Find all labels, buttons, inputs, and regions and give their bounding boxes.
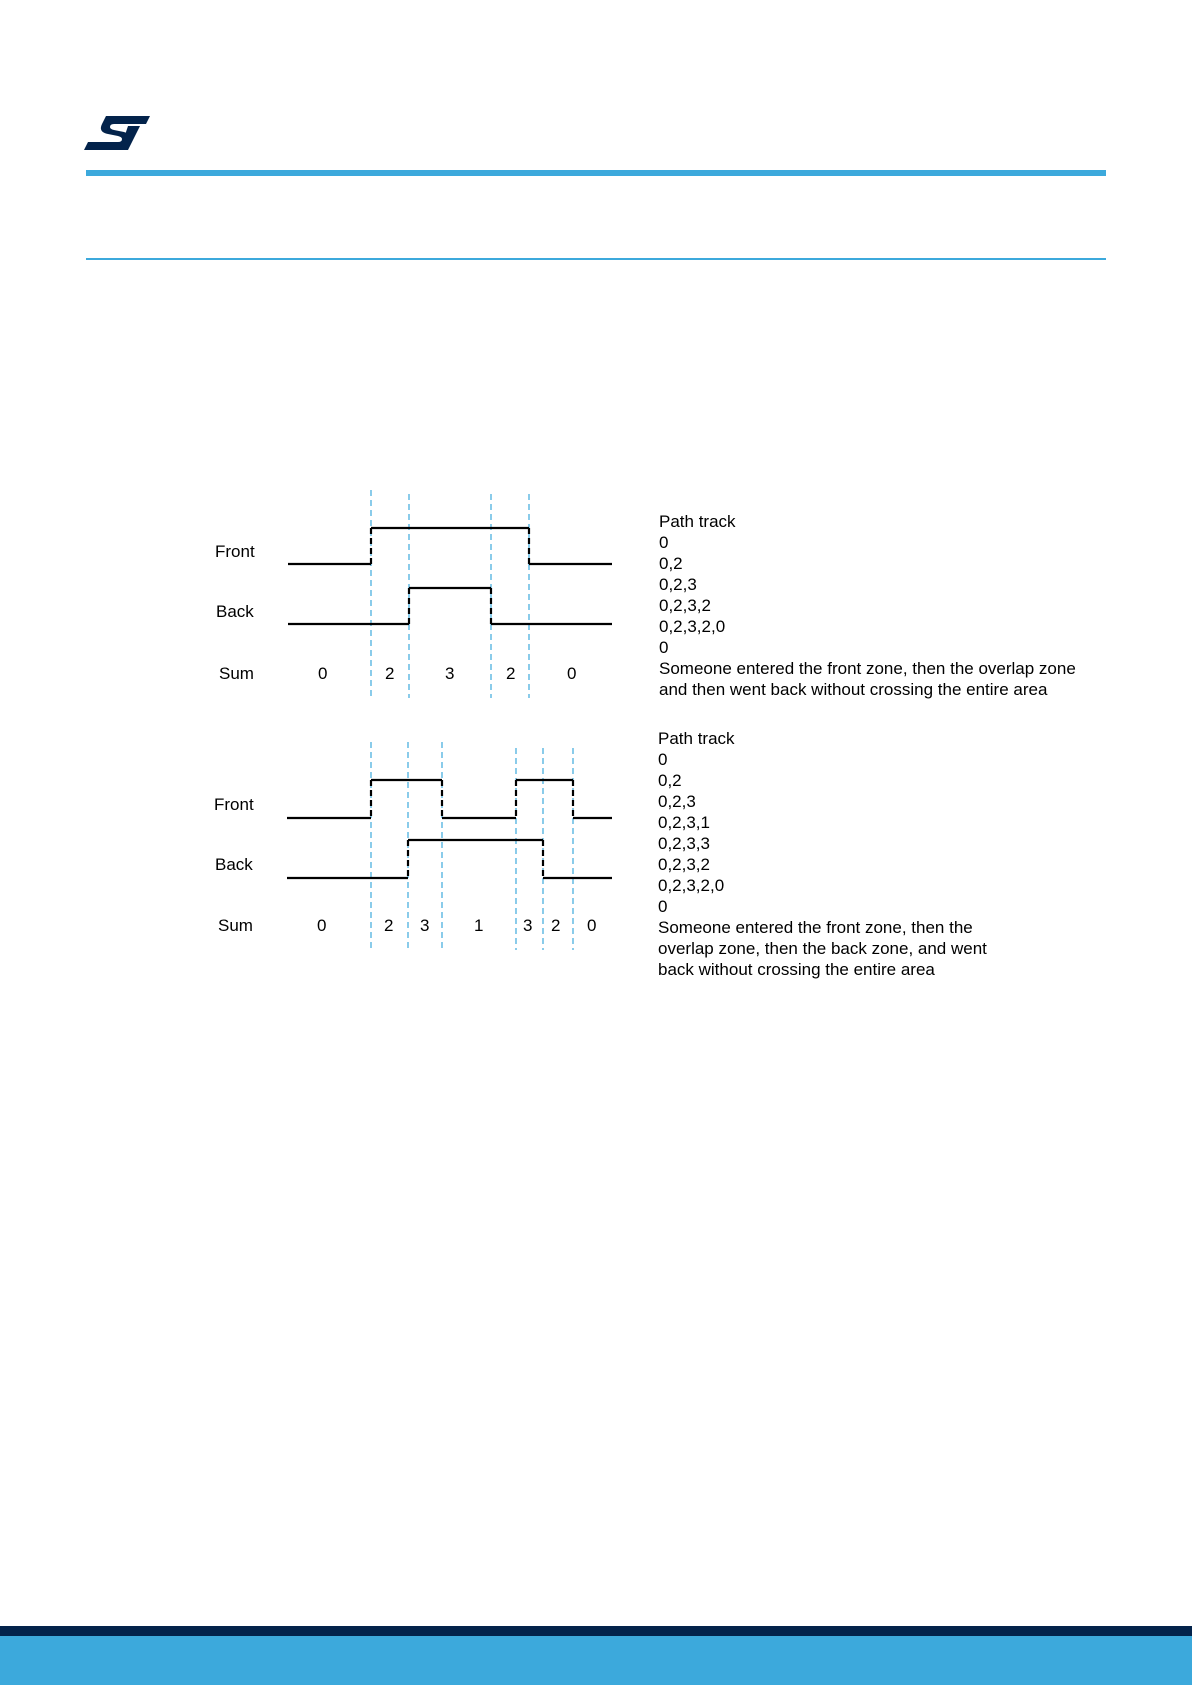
path-track-step: 0,2,3,1	[658, 813, 710, 832]
description-line: Someone entered the front zone, then the overlap zone	[659, 659, 1076, 678]
path-track-step: 0,2,3	[659, 575, 697, 594]
path-track-step: 0,2,3,2	[658, 855, 710, 874]
path-track-step: 0	[658, 750, 668, 769]
front-label: Front	[214, 795, 254, 814]
path-track-step: 0	[659, 638, 669, 657]
front-label: Front	[215, 542, 255, 561]
sum-value: 1	[474, 916, 484, 935]
path-track-step: 0,2	[659, 554, 683, 573]
sum-value: 3	[445, 664, 455, 683]
footer-stripe	[0, 1626, 1192, 1636]
footer-bar	[0, 1636, 1192, 1685]
figure-1	[215, 490, 1076, 699]
sum-label: Sum	[219, 664, 254, 683]
sum-value: 0	[587, 916, 597, 935]
sum-value: 2	[385, 664, 395, 683]
sum-value: 3	[523, 916, 533, 935]
sum-value: 2	[506, 664, 516, 683]
path-track-step: 0,2	[658, 771, 682, 790]
back-label: Back	[215, 855, 253, 874]
sum-value: 3	[420, 916, 430, 935]
path-track-title: Path track	[658, 729, 735, 748]
description-line: and then went back without crossing the entire area	[659, 680, 1048, 699]
sum-value: 2	[551, 916, 561, 935]
figure-2	[214, 729, 987, 979]
sum-value: 0	[567, 664, 577, 683]
path-track-step: 0	[659, 533, 669, 552]
path-track-title: Path track	[659, 512, 736, 531]
description-line: overlap zone, then the back zone, and went	[658, 939, 987, 958]
back-label: Back	[216, 602, 254, 621]
path-track-step: 0,2,3	[658, 792, 696, 811]
path-track-step: 0,2,3,2,0	[659, 617, 726, 636]
sum-value: 0	[318, 664, 328, 683]
sum-value: 0	[317, 916, 327, 935]
sum-value: 2	[384, 916, 394, 935]
path-track-step: 0,2,3,2	[659, 596, 711, 615]
description-line: back without crossing the entire area	[658, 960, 935, 979]
path-track-step: 0,2,3,3	[658, 834, 710, 853]
description-line: Someone entered the front zone, then the	[658, 918, 973, 937]
path-track-step: 0,2,3,2,0	[658, 876, 725, 895]
path-track-step: 0	[658, 897, 668, 916]
sum-label: Sum	[218, 916, 253, 935]
